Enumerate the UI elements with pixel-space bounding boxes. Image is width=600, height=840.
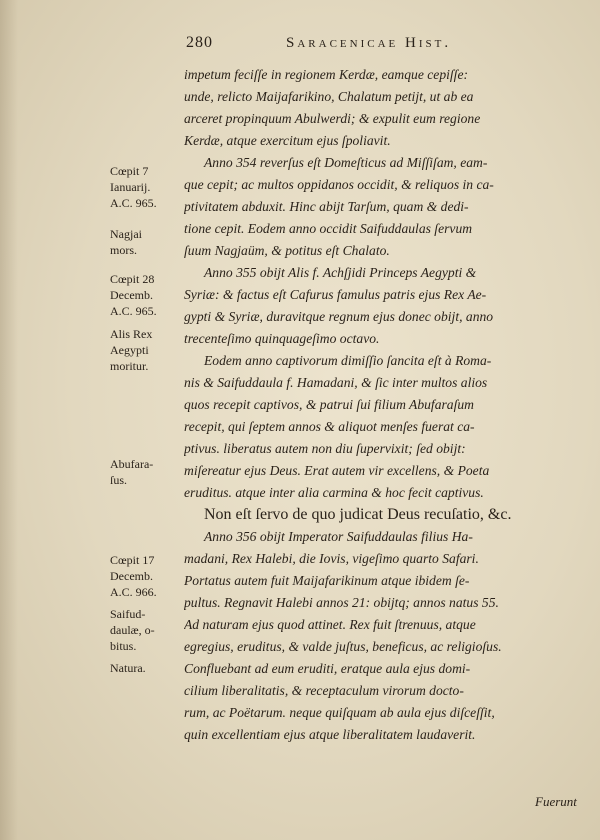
text-line: eruditus. atque inter alia carmina & hoc fecit captivus. <box>184 485 484 500</box>
text-line: cilium liberalitatis, & receptaculum virorum docto- <box>184 683 464 698</box>
verse-line: Non eſt ſervo de quo judicat Deus recuſatio, &c. <box>204 506 512 523</box>
margin-note: A.C. 966. <box>110 585 157 599</box>
text-line: quin excellentiam ejus atque liberalitatem laudaverit. <box>184 727 476 742</box>
margin-note: bitus. <box>110 639 137 653</box>
margin-note: A.C. 965. <box>110 196 157 210</box>
margin-note: Abufara- <box>110 457 154 471</box>
page-header <box>0 34 600 56</box>
text-line: arceret propinquum Abulwerdi; & expulit eum regione <box>184 111 481 126</box>
text-line: pultus. Regnavit Halebi annos 21: obijtq; annos natus 55. <box>184 595 499 610</box>
text-line: Anno 355 obijt Alis f. Achſjidi Princeps Aegypti & <box>204 265 477 280</box>
margin-note: moritur. <box>110 359 149 373</box>
margin-note: Cœpit 17 <box>110 553 155 567</box>
margin-note: Decemb. <box>110 569 153 583</box>
text-line: egregius, eruditus, & valde juſtus, beneficus, ac religioſus. <box>184 639 502 654</box>
text-line: rum, ac Poëtarum. neque quiſquam ab aula ejus diſceſſit, <box>184 705 495 720</box>
text-line: ſuum Nagjaüm, & potitus eſt Chalato. <box>184 243 390 258</box>
text-line: gypti & Syriæ, duravitque regnum ejus donec obijt, anno <box>184 309 494 324</box>
text-line: que cepit; ac multos oppidanos occidit, & reliquos in ca- <box>184 177 494 192</box>
page-number: 280 <box>186 34 213 51</box>
text-line: Anno 354 reverſus eſt Domeſticus ad Miſſiſam, eam- <box>204 155 488 170</box>
margin-note: Aegypti <box>110 343 149 357</box>
text-line: tione cepit. Eodem anno occidit Saifuddaulas ſervum <box>184 221 473 236</box>
catchword: Fuerunt <box>535 794 577 809</box>
margin-note: Ianuarij. <box>110 180 151 194</box>
text-line: trecenteſimo quinquageſimo octavo. <box>184 331 380 346</box>
text-line: ptivus. liberatus autem non diu ſupervixit; ſed obijt: <box>184 441 466 456</box>
margin-note: Cœpit 7 <box>110 164 149 178</box>
text-line: miſereatur ejus Deus. Erat autem vir excellens, & Poeta <box>184 463 490 478</box>
page-fold-shadow <box>0 0 18 840</box>
text-line: Syriæ: & factus eſt Cafurus famulus patris ejus Rex Ae- <box>184 287 487 302</box>
text-line: madani, Rex Halebi, die Iovis, vigeſimo quarto Safari. <box>184 551 479 566</box>
text-line: Portatus autem fuit Maijafarikinum atque ibidem ſe- <box>184 573 470 588</box>
text-line: ptivitatem abduxit. Hinc abijt Tarſum, quam & dedi- <box>184 199 469 214</box>
main-text <box>184 64 584 746</box>
margin-note: Saifud- <box>110 607 146 621</box>
text-line: nis & Saifuddaula f. Hamadani, & ſic inter multos alios <box>184 375 488 390</box>
margin-note: A.C. 965. <box>110 304 157 318</box>
margin-note: Cœpit 28 <box>110 272 155 286</box>
margin-note: Natura. <box>110 661 146 675</box>
margin-note: Nagjai <box>110 227 142 241</box>
text-line: unde, relicto Maijafarikino, Chalatum petijt, ut ab ea <box>184 89 474 104</box>
margin-note: mors. <box>110 243 137 257</box>
text-line: Kerdæ, atque exercitum ejus ſpoliavit. <box>184 133 391 148</box>
margin-note: Decemb. <box>110 288 153 302</box>
text-line: recepit, qui ſeptem annos & aliquot menſes fuerat ca- <box>184 419 475 434</box>
running-head: Saracenicae Hist. <box>286 35 452 51</box>
text-line: Ad naturam ejus quod attinet. Rex fuit ſtrenuus, atque <box>184 617 476 632</box>
text-line: quos recepit captivos, & patrui ſui filium Abufaraſum <box>184 397 474 412</box>
text-line: impetum feciſſe in regionem Kerdæ, eamque cepiſſe: <box>184 67 469 82</box>
margin-note: Alis Rex <box>110 327 153 341</box>
text-line: Confluebant ad eum eruditi, eratque aula ejus domi- <box>184 661 471 676</box>
text-line: Anno 356 obijt Imperator Saifuddaulas filius Ha- <box>204 529 473 544</box>
text-line: Eodem anno captivorum dimiſſio ſancita eſt à Roma- <box>204 353 492 368</box>
margin-note: ſus. <box>110 473 128 487</box>
margin-note: daulæ, o- <box>110 623 155 637</box>
